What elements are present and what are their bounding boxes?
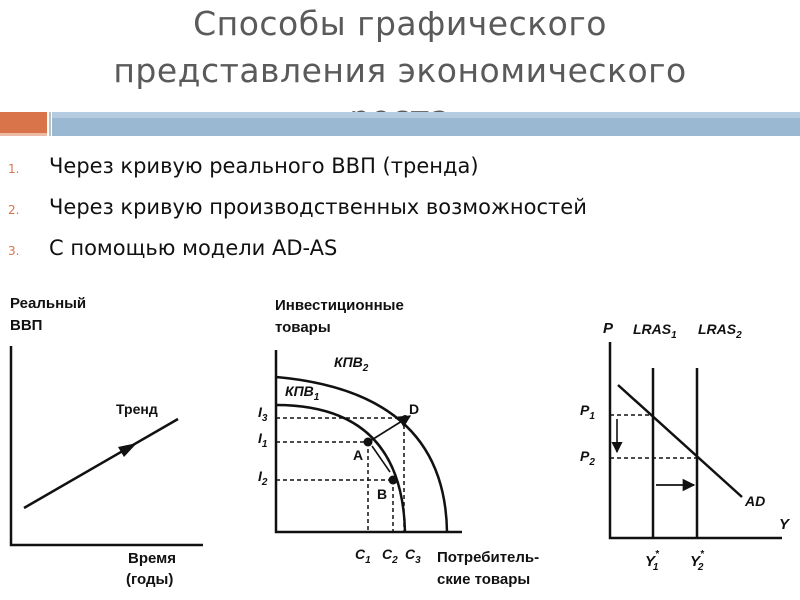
ppf-y-label-line1: Инвестиционные <box>275 297 404 314</box>
ppf-tick-i1: $I_1$ <box>258 430 268 450</box>
ppf-point-b-label: B <box>377 486 388 502</box>
ppf-x-label-line1: Потребитель- <box>437 549 540 566</box>
adas-tick-p1: $P_1$ <box>580 402 595 422</box>
accent-bar-blue-highlight <box>52 112 800 118</box>
accent-bar-orange-highlight <box>0 133 47 136</box>
ppf-x-label-line2: ские товары <box>437 571 531 588</box>
bullet-number: 3. <box>8 244 20 258</box>
growth-diagrams <box>0 282 800 600</box>
ppf-inner-curve-label: $КПВ_1$ <box>285 383 320 403</box>
bullet-list <box>8 146 798 269</box>
accent-bar-divider <box>49 112 51 136</box>
adas-tick-y1: Y* 1 <box>645 549 659 573</box>
bullet-text: С помощью модели AD-AS <box>49 236 338 260</box>
ppf-y-label-line2: товары <box>275 319 331 336</box>
adas-lras1-label: $LRAS_1$ <box>633 321 677 341</box>
gdp-trend-label: Тренд <box>116 401 158 417</box>
adas-tick-y2: Y* 2 <box>690 549 704 573</box>
gdp-axes <box>11 346 203 545</box>
ppf-diagram <box>258 297 539 588</box>
ppf-point-b <box>389 476 398 485</box>
ppf-outer-curve-label: $КПВ_2$ <box>334 354 369 374</box>
adas-ad-label: AD <box>745 493 766 509</box>
bullet-text: Через кривую реального ВВП (тренда) <box>49 154 479 178</box>
gdp-y-label-line1: Реальный <box>10 295 87 312</box>
adas-y-label: P <box>603 320 614 337</box>
ppf-point-d-label: D <box>409 401 420 417</box>
ppf-point-d <box>402 415 408 421</box>
bullet-number: 2. <box>8 203 20 217</box>
ad-as-diagram <box>580 320 791 573</box>
bullet-item <box>8 228 798 269</box>
gdp-trend-diagram <box>10 295 203 588</box>
gdp-x-label-line1: Время <box>128 550 176 567</box>
bullet-text: Через кривую производственных возможностей <box>49 195 587 219</box>
adas-x-label: Y <box>779 516 790 533</box>
ppf-inner-curve <box>276 405 405 532</box>
gdp-trend-arrowhead <box>118 443 137 457</box>
gdp-y-label-line2: ВВП <box>10 317 43 334</box>
title-line-1: Способы графического <box>193 4 607 43</box>
ppf-tick-c3: $C_3$ <box>405 546 421 566</box>
bullet-item <box>8 146 798 187</box>
bullet-item <box>8 187 798 228</box>
adas-ad-line <box>618 385 742 497</box>
ppf-tick-i2: $I_2$ <box>258 468 268 488</box>
ppf-tick-i3: $I_3$ <box>258 404 268 424</box>
gdp-trend-line <box>24 419 178 508</box>
ppf-point-a-label: A <box>353 447 364 463</box>
adas-tick-p2: $P_2$ <box>580 448 595 468</box>
ppf-point-a <box>364 438 373 447</box>
adas-lras2-label: $LRAS_2$ <box>698 321 742 341</box>
gdp-x-label-line2: (годы) <box>126 571 174 588</box>
ppf-tick-c1: $C_1$ <box>355 546 371 566</box>
bullet-number: 1. <box>8 162 20 176</box>
title-line-2: представления экономического <box>113 51 687 90</box>
ppf-tick-c2: $C_2$ <box>382 546 398 566</box>
